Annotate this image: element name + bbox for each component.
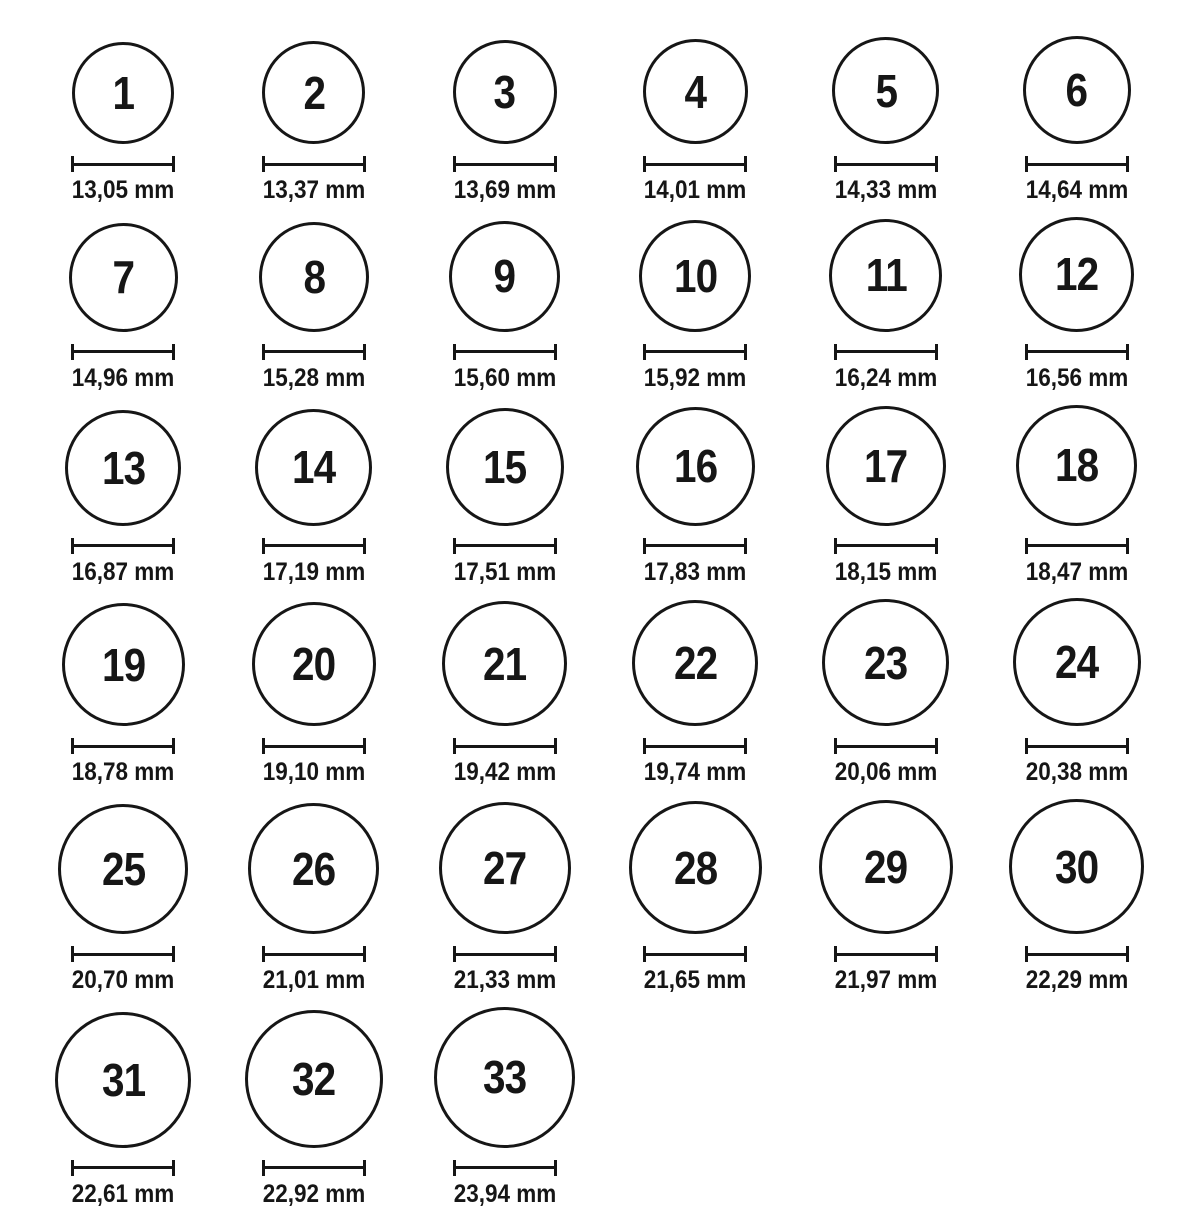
ring-size-number: 22: [673, 637, 717, 690]
ring-circle: [262, 41, 365, 144]
ring-size-cell: [791, 405, 982, 587]
ruler-line: [71, 544, 175, 547]
diameter-label: 19,42 mm: [453, 758, 556, 787]
ruler-right-tick: [1126, 738, 1129, 754]
ruler-line: [834, 953, 938, 956]
diameter-label: 18,78 mm: [72, 758, 175, 787]
ruler-right-tick: [554, 344, 557, 360]
ruler-line: [1025, 544, 1129, 547]
ruler-right-tick: [554, 946, 557, 962]
ruler-line: [643, 745, 747, 748]
chart-row-6: [28, 1007, 1172, 1209]
ruler-line: [262, 953, 366, 956]
ruler-line: [71, 350, 175, 353]
diameter-ruler: [1025, 738, 1129, 754]
ruler-right-tick: [935, 946, 938, 962]
ring-size-number: 2: [303, 66, 325, 119]
ring-size-number: 1: [112, 67, 135, 119]
ring-size-number: 21: [483, 637, 527, 690]
ring-circle: [69, 223, 178, 332]
ring-circle: [434, 1007, 575, 1148]
diameter-ruler: [262, 946, 366, 962]
ring-size-cell: [28, 1007, 219, 1209]
ring-size-cell: [791, 217, 982, 393]
ruler-right-tick: [172, 344, 175, 360]
ring-size-number: 26: [292, 842, 336, 895]
ring-circle: [632, 600, 758, 726]
ruler-right-tick: [744, 538, 747, 554]
ruler-right-tick: [935, 738, 938, 754]
diameter-label: 13,05 mm: [72, 176, 175, 204]
ring-circle: [72, 42, 174, 144]
ring-size-cell: [28, 36, 219, 205]
diameter-label: 15,60 mm: [453, 363, 556, 392]
diameter-label: 14,01 mm: [644, 176, 747, 204]
ruler-right-tick: [172, 538, 175, 554]
ruler-right-tick: [1126, 156, 1129, 172]
ring-size-number: 23: [864, 636, 908, 689]
ring-circle: [819, 800, 953, 934]
diameter-ruler: [71, 344, 175, 360]
ruler-right-tick: [744, 156, 747, 172]
diameter-label: 23,94 mm: [453, 1179, 556, 1208]
ring-size-number: 4: [684, 65, 707, 118]
ring-size-cell: [600, 36, 791, 205]
diameter-ruler: [71, 156, 175, 172]
diameter-ruler: [643, 538, 747, 554]
diameter-label: 20,38 mm: [1025, 758, 1128, 787]
ring-circle: [829, 219, 942, 332]
ring-size-number: 12: [1055, 248, 1099, 301]
ring-size-number: 33: [483, 1051, 527, 1104]
diameter-label: 22,61 mm: [72, 1179, 175, 1208]
diameter-label: 21,97 mm: [834, 966, 938, 994]
ring-size-number: 5: [875, 64, 897, 117]
ring-size-number: 19: [101, 638, 145, 691]
ring-circle: [58, 804, 188, 934]
ring-circle: [629, 801, 762, 934]
ring-size-number: 7: [112, 251, 135, 304]
diameter-label: 19,74 mm: [644, 758, 747, 787]
ring-circle: [259, 222, 369, 332]
ring-circle: [1013, 598, 1141, 726]
ruler-line: [262, 163, 366, 166]
ring-size-cell: [981, 799, 1172, 995]
ruler-right-tick: [172, 738, 175, 754]
ring-circle: [62, 603, 185, 726]
ruler-right-tick: [554, 738, 557, 754]
ring-size-cell: [219, 1007, 410, 1209]
ring-circle: [453, 40, 557, 144]
ruler-right-tick: [1126, 344, 1129, 360]
diameter-label: 14,33 mm: [834, 176, 938, 204]
ring-size-cell: [600, 405, 791, 587]
ruler-right-tick: [554, 156, 557, 172]
diameter-label: 21,33 mm: [453, 966, 556, 994]
ruler-right-tick: [363, 538, 366, 554]
diameter-label: 14,64 mm: [1025, 176, 1128, 204]
ring-size-cell: [981, 598, 1172, 787]
ruler-line: [1025, 163, 1129, 166]
ring-circle: [1016, 405, 1137, 526]
ring-circle: [446, 408, 564, 526]
diameter-ruler: [71, 1160, 175, 1176]
diameter-ruler: [834, 538, 938, 554]
ring-size-number: 20: [292, 638, 336, 691]
diameter-ruler: [834, 156, 938, 172]
ruler-line: [453, 1166, 557, 1169]
ring-circle: [832, 37, 939, 144]
ruler-line: [453, 544, 557, 547]
ring-size-number: 27: [483, 842, 527, 894]
ring-size-cell: [28, 405, 219, 587]
diameter-label: 18,15 mm: [834, 557, 938, 586]
diameter-label: 20,06 mm: [834, 758, 938, 787]
ruler-line: [643, 544, 747, 547]
ring-size-cell: [409, 405, 600, 587]
ruler-right-tick: [363, 1160, 366, 1176]
ring-size-number: 24: [1055, 636, 1099, 689]
ring-circle: [55, 1012, 191, 1148]
ring-size-number: 9: [493, 250, 516, 303]
ring-size-number: 13: [101, 441, 145, 494]
ruler-line: [643, 163, 747, 166]
diameter-label: 14,96 mm: [72, 363, 175, 392]
ruler-line: [1025, 745, 1129, 748]
ring-circle: [636, 407, 755, 526]
ring-circle: [65, 410, 181, 526]
ring-size-number: 8: [303, 250, 325, 303]
diameter-ruler: [71, 738, 175, 754]
ring-circle: [449, 221, 560, 332]
ruler-right-tick: [363, 946, 366, 962]
diameter-label: 18,47 mm: [1025, 557, 1128, 586]
ruler-right-tick: [935, 156, 938, 172]
diameter-label: 17,51 mm: [453, 557, 556, 586]
ring-circle: [822, 599, 949, 726]
ring-size-cell: [409, 598, 600, 787]
ring-circle: [639, 220, 751, 332]
ruler-line: [643, 350, 747, 353]
diameter-ruler: [1025, 538, 1129, 554]
ruler-line: [1025, 350, 1129, 353]
chart-row-2: [28, 217, 1172, 393]
ring-circle: [1019, 217, 1134, 332]
ruler-line: [643, 953, 747, 956]
ruler-right-tick: [363, 156, 366, 172]
ring-size-cell: [219, 405, 410, 587]
ruler-line: [834, 745, 938, 748]
ruler-right-tick: [172, 946, 175, 962]
ring-size-cell: [981, 405, 1172, 587]
diameter-ruler: [453, 344, 557, 360]
ring-size-number: 18: [1055, 439, 1099, 491]
diameter-label: 16,56 mm: [1025, 363, 1128, 392]
ring-size-number: 16: [673, 440, 717, 492]
ruler-line: [71, 745, 175, 748]
diameter-label: 16,24 mm: [834, 363, 938, 392]
ring-circle: [255, 409, 372, 526]
chart-row-3: [28, 405, 1172, 587]
ring-circle: [439, 802, 571, 934]
diameter-ruler: [643, 738, 747, 754]
ring-size-cell: [219, 36, 410, 205]
diameter-ruler: [643, 946, 747, 962]
diameter-ruler: [1025, 156, 1129, 172]
ruler-line: [71, 163, 175, 166]
ring-size-cell: [219, 217, 410, 393]
ruler-line: [71, 1166, 175, 1169]
chart-row-1: [28, 36, 1172, 205]
ring-size-number: 28: [673, 841, 717, 894]
ring-size-cell: [600, 598, 791, 787]
diameter-ruler: [643, 344, 747, 360]
ruler-right-tick: [363, 738, 366, 754]
chart-row-5: [28, 799, 1172, 995]
ruler-line: [262, 544, 366, 547]
ring-size-number: 30: [1055, 840, 1099, 893]
ring-size-cell: [409, 217, 600, 393]
diameter-ruler: [262, 1160, 366, 1176]
diameter-label: 21,01 mm: [262, 966, 366, 994]
ruler-right-tick: [744, 738, 747, 754]
ring-circle: [1023, 36, 1131, 144]
ring-size-cell: [219, 799, 410, 995]
ring-circle: [826, 406, 946, 526]
diameter-ruler: [1025, 344, 1129, 360]
diameter-label: 17,19 mm: [262, 557, 366, 586]
ring-size-cell: [409, 36, 600, 205]
diameter-ruler: [262, 538, 366, 554]
diameter-label: 15,28 mm: [262, 363, 366, 392]
diameter-ruler: [834, 738, 938, 754]
diameter-ruler: [453, 1160, 557, 1176]
ruler-line: [1025, 953, 1129, 956]
chart-row-4: [28, 598, 1172, 787]
ring-size-cell: [219, 598, 410, 787]
ruler-line: [453, 350, 557, 353]
ring-size-cell: [600, 799, 791, 995]
diameter-label: 20,70 mm: [72, 966, 175, 994]
ruler-line: [834, 350, 938, 353]
ruler-right-tick: [363, 344, 366, 360]
ring-circle: [643, 39, 748, 144]
diameter-ruler: [453, 538, 557, 554]
diameter-ruler: [834, 946, 938, 962]
ring-size-number: 3: [493, 66, 516, 118]
ruler-line: [453, 953, 557, 956]
diameter-ruler: [262, 738, 366, 754]
ruler-right-tick: [172, 156, 175, 172]
ring-size-number: 14: [292, 441, 336, 493]
ring-size-cell: [791, 799, 982, 995]
diameter-ruler: [643, 156, 747, 172]
ring-size-cell: [981, 36, 1172, 205]
ring-size-cell: [791, 36, 982, 205]
ruler-line: [262, 350, 366, 353]
ruler-right-tick: [1126, 946, 1129, 962]
ring-size-number: 25: [101, 843, 145, 895]
ruler-line: [453, 745, 557, 748]
diameter-label: 22,29 mm: [1025, 966, 1128, 994]
diameter-label: 22,92 mm: [262, 1179, 366, 1208]
ruler-right-tick: [554, 538, 557, 554]
ring-size-cell: [28, 217, 219, 393]
ring-circle: [252, 602, 376, 726]
ring-size-number: 6: [1065, 64, 1088, 116]
diameter-label: 16,87 mm: [72, 557, 175, 586]
ring-size-number: 32: [292, 1052, 336, 1105]
ruler-line: [834, 163, 938, 166]
diameter-ruler: [453, 738, 557, 754]
ruler-right-tick: [172, 1160, 175, 1176]
ruler-right-tick: [935, 344, 938, 360]
ruler-right-tick: [744, 344, 747, 360]
ring-circle: [248, 803, 379, 934]
ruler-line: [834, 544, 938, 547]
diameter-label: 13,69 mm: [453, 176, 556, 204]
ruler-right-tick: [554, 1160, 557, 1176]
ruler-right-tick: [1126, 538, 1129, 554]
ring-size-number: 31: [101, 1053, 145, 1106]
diameter-ruler: [1025, 946, 1129, 962]
diameter-label: 17,83 mm: [644, 557, 747, 586]
ring-size-cell: [28, 799, 219, 995]
diameter-ruler: [834, 344, 938, 360]
diameter-label: 15,92 mm: [644, 363, 747, 392]
ring-circle: [442, 601, 567, 726]
ring-size-number: 29: [864, 841, 908, 893]
ring-size-cell: [409, 799, 600, 995]
ring-size-cell: [791, 598, 982, 787]
diameter-ruler: [71, 538, 175, 554]
ruler-line: [262, 1166, 366, 1169]
ring-size-cell: [600, 217, 791, 393]
ring-size-number: 11: [865, 249, 907, 302]
diameter-ruler: [71, 946, 175, 962]
ruler-line: [453, 163, 557, 166]
ring-circle: [245, 1010, 383, 1148]
ring-size-cell: [981, 217, 1172, 393]
diameter-ruler: [453, 946, 557, 962]
diameter-label: 13,37 mm: [262, 176, 366, 204]
diameter-ruler: [262, 156, 366, 172]
ring-circle: [1009, 799, 1144, 934]
ring-size-number: 10: [673, 249, 717, 302]
ring-size-number: 15: [483, 440, 527, 493]
diameter-label: 19,10 mm: [262, 758, 366, 787]
ring-size-number: 17: [864, 439, 908, 492]
ruler-right-tick: [744, 946, 747, 962]
ring-size-cell: [409, 1007, 600, 1209]
ruler-line: [71, 953, 175, 956]
diameter-label: 21,65 mm: [644, 966, 747, 994]
diameter-ruler: [262, 344, 366, 360]
ring-size-cell: [28, 598, 219, 787]
ruler-line: [262, 745, 366, 748]
diameter-ruler: [453, 156, 557, 172]
ruler-right-tick: [935, 538, 938, 554]
